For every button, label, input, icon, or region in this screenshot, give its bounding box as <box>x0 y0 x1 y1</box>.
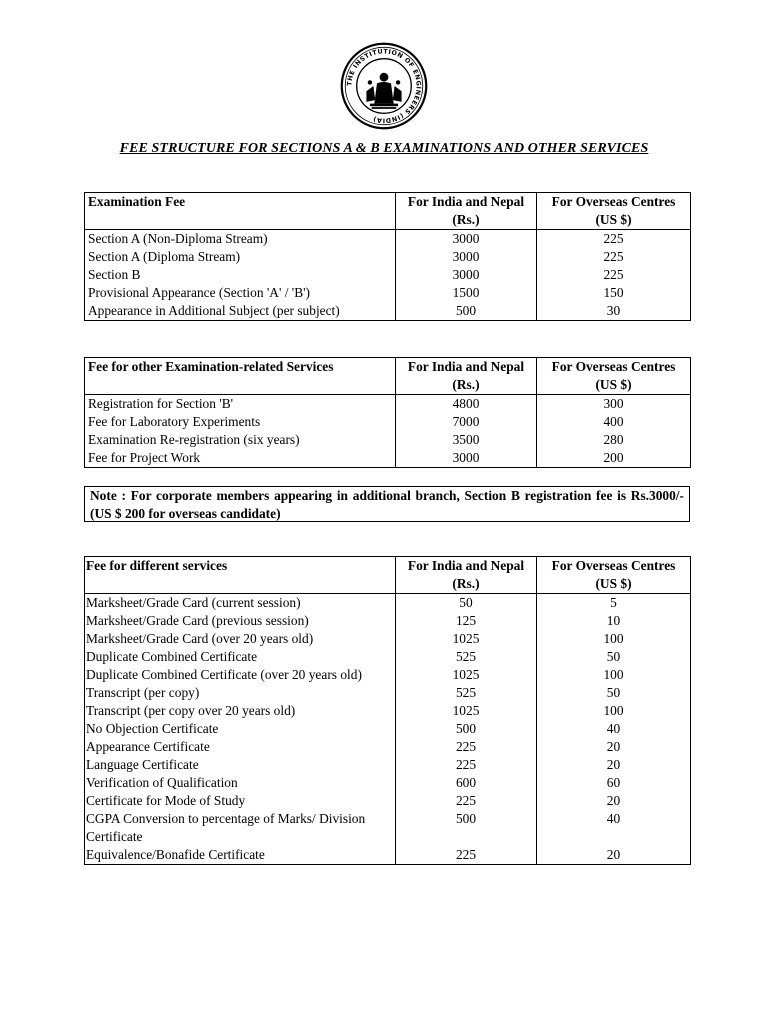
examination-services-fee-table <box>84 357 691 468</box>
column-header-overseas: For Overseas Centres (US $) <box>537 358 691 395</box>
table-row <box>85 792 691 810</box>
fee-overseas-value: 10 <box>537 612 691 630</box>
fee-india-value: 50 <box>396 594 537 613</box>
fee-overseas-value: 20 <box>537 756 691 774</box>
table-row <box>85 395 691 414</box>
table-row <box>85 738 691 756</box>
fee-item-name: Marksheet/Grade Card (previous session) <box>85 612 396 630</box>
fee-item-name: Duplicate Combined Certificate <box>85 648 396 666</box>
table-row <box>85 756 691 774</box>
fee-india-value: 525 <box>396 648 537 666</box>
fee-item-name: Appearance in Additional Subject (per subject) <box>85 302 396 321</box>
fee-item-name: Registration for Section 'B' <box>85 395 396 414</box>
fee-item-name: Transcript (per copy) <box>85 684 396 702</box>
fee-item-name: Marksheet/Grade Card (current session) <box>85 594 396 613</box>
table-row <box>85 594 691 613</box>
table-header-row <box>85 557 691 594</box>
fee-overseas-value: 100 <box>537 630 691 648</box>
examination-fee-table <box>84 192 691 321</box>
fee-overseas-value: 225 <box>537 230 691 249</box>
table-row <box>85 648 691 666</box>
table-row <box>85 431 691 449</box>
fee-overseas-value: 5 <box>537 594 691 613</box>
fee-india-value: 3000 <box>396 230 537 249</box>
column-header-india: For India and Nepal (Rs.) <box>396 193 537 230</box>
institution-seal-icon <box>340 42 428 130</box>
column-header-overseas: For Overseas Centres (US $) <box>537 557 691 594</box>
fee-overseas-value: 40 <box>537 810 691 846</box>
fee-item-name: Section B <box>85 266 396 284</box>
fee-india-value: 600 <box>396 774 537 792</box>
table-row <box>85 449 691 468</box>
table-row <box>85 284 691 302</box>
table-row <box>85 720 691 738</box>
fee-overseas-value: 40 <box>537 720 691 738</box>
services-fee-table <box>84 556 691 865</box>
table-row <box>85 612 691 630</box>
fee-overseas-value: 100 <box>537 666 691 684</box>
fee-overseas-value: 300 <box>537 395 691 414</box>
fee-overseas-value: 225 <box>537 266 691 284</box>
fee-overseas-value: 50 <box>537 648 691 666</box>
fee-india-value: 225 <box>396 738 537 756</box>
table-header-row <box>85 193 691 230</box>
note-box <box>84 486 690 522</box>
column-header-overseas: For Overseas Centres (US $) <box>537 193 691 230</box>
table-body <box>85 594 691 865</box>
fee-overseas-value: 20 <box>537 846 691 865</box>
table-header-row <box>85 358 691 395</box>
fee-item-name: Fee for Laboratory Experiments <box>85 413 396 431</box>
fee-overseas-value: 150 <box>537 284 691 302</box>
fee-item-name: Transcript (per copy over 20 years old) <box>85 702 396 720</box>
fee-item-name: Examination Re-registration (six years) <box>85 431 396 449</box>
table-row <box>85 413 691 431</box>
table-row <box>85 846 691 865</box>
table-heading: Fee for other Examination-related Services <box>85 358 396 395</box>
fee-overseas-value: 20 <box>537 738 691 756</box>
fee-overseas-value: 100 <box>537 702 691 720</box>
table-body <box>85 395 691 468</box>
fee-item-name: Language Certificate <box>85 756 396 774</box>
fee-item-name: Equivalence/Bonafide Certificate <box>85 846 396 865</box>
table-row <box>85 302 691 321</box>
table-row <box>85 230 691 249</box>
fee-india-value: 500 <box>396 720 537 738</box>
table-heading: Examination Fee <box>85 193 396 230</box>
fee-item-name: Section A (Non-Diploma Stream) <box>85 230 396 249</box>
fee-overseas-value: 60 <box>537 774 691 792</box>
fee-overseas-value: 50 <box>537 684 691 702</box>
fee-india-value: 500 <box>396 302 537 321</box>
column-header-india: For India and Nepal (Rs.) <box>396 557 537 594</box>
fee-overseas-value: 30 <box>537 302 691 321</box>
fee-india-value: 1500 <box>396 284 537 302</box>
fee-india-value: 225 <box>396 792 537 810</box>
fee-item-name: Fee for Project Work <box>85 449 396 468</box>
seal-text: THE INSTITUTION OF ENGINEERS (INDIA) <box>346 48 422 124</box>
note-text: Note : For corporate members appearing in additional branch, Section B registration fee is Rs.3000/- (US $ 200 for overseas candidate) <box>90 488 684 521</box>
fee-item-name: Provisional Appearance (Section 'A' / 'B') <box>85 284 396 302</box>
table-row <box>85 684 691 702</box>
table-row <box>85 810 691 846</box>
table-row <box>85 666 691 684</box>
fee-india-value: 4800 <box>396 395 537 414</box>
fee-overseas-value: 20 <box>537 792 691 810</box>
fee-item-name: Section A (Diploma Stream) <box>85 248 396 266</box>
fee-india-value: 3000 <box>396 449 537 468</box>
fee-overseas-value: 280 <box>537 431 691 449</box>
table-row <box>85 702 691 720</box>
table-row <box>85 774 691 792</box>
fee-item-name: Appearance Certificate <box>85 738 396 756</box>
table-row <box>85 630 691 648</box>
column-header-india: For India and Nepal (Rs.) <box>396 358 537 395</box>
fee-india-value: 3500 <box>396 431 537 449</box>
table-heading: Fee for different services <box>85 557 396 594</box>
fee-item-name: Duplicate Combined Certificate (over 20 years old) <box>85 666 396 684</box>
fee-india-value: 1025 <box>396 666 537 684</box>
fee-overseas-value: 400 <box>537 413 691 431</box>
fee-india-value: 1025 <box>396 630 537 648</box>
fee-india-value: 3000 <box>396 248 537 266</box>
table-row <box>85 248 691 266</box>
fee-overseas-value: 225 <box>537 248 691 266</box>
fee-item-name: No Objection Certificate <box>85 720 396 738</box>
fee-item-name: Certificate for Mode of Study <box>85 792 396 810</box>
fee-item-name: Verification of Qualification <box>85 774 396 792</box>
fee-india-value: 1025 <box>396 702 537 720</box>
fee-india-value: 500 <box>396 810 537 846</box>
fee-item-name: CGPA Conversion to percentage of Marks/ Division Certificate <box>85 810 396 846</box>
fee-item-name: Marksheet/Grade Card (over 20 years old) <box>85 630 396 648</box>
page-title: FEE STRUCTURE FOR SECTIONS A & B EXAMINATIONS AND OTHER SERVICES <box>119 141 649 156</box>
fee-india-value: 125 <box>396 612 537 630</box>
fee-india-value: 525 <box>396 684 537 702</box>
fee-india-value: 3000 <box>396 266 537 284</box>
fee-india-value: 225 <box>396 846 537 865</box>
fee-india-value: 7000 <box>396 413 537 431</box>
table-row <box>85 266 691 284</box>
table-body <box>85 230 691 321</box>
fee-india-value: 225 <box>396 756 537 774</box>
fee-overseas-value: 200 <box>537 449 691 468</box>
